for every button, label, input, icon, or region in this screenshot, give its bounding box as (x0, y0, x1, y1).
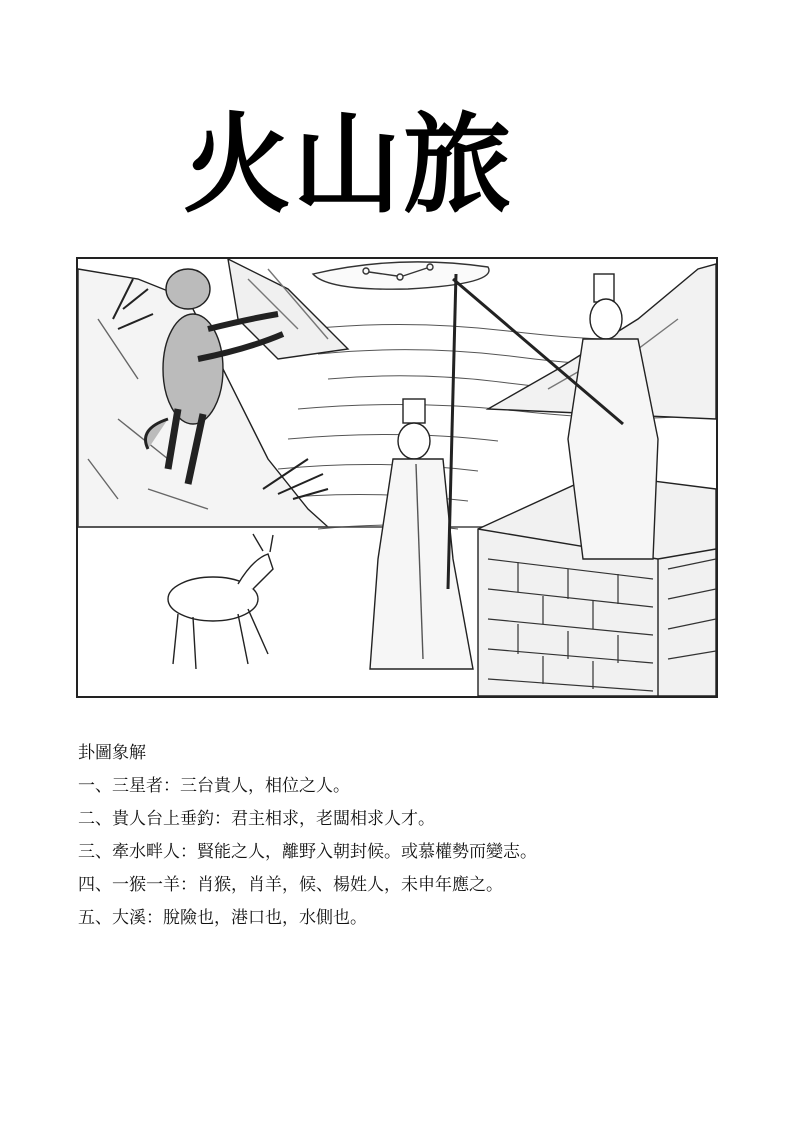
servant-figure (370, 274, 473, 669)
list-item: 一、三星者：三台貴人，相位之人。 (78, 776, 350, 796)
goat (168, 534, 273, 669)
hexagram-illustration (76, 257, 718, 698)
list-item: 三、牽水畔人：賢能之人，離野入朝封候。或慕權勢而變志。 (78, 842, 537, 862)
list-item: 五、大溪：脫險也，港口也，水側也。 (78, 908, 367, 928)
list-item: 二、貴人台上垂釣：君主相求，老闆相求人才。 (78, 809, 435, 829)
section-heading: 卦圖象解 (78, 743, 146, 763)
page-title: 火山旅 (183, 103, 514, 228)
hexagram-explanation (78, 737, 718, 935)
list-item: 四、一猴一羊：肖猴，肖羊，候、楊姓人，未申年應之。 (78, 875, 503, 895)
three-stars (313, 262, 489, 289)
